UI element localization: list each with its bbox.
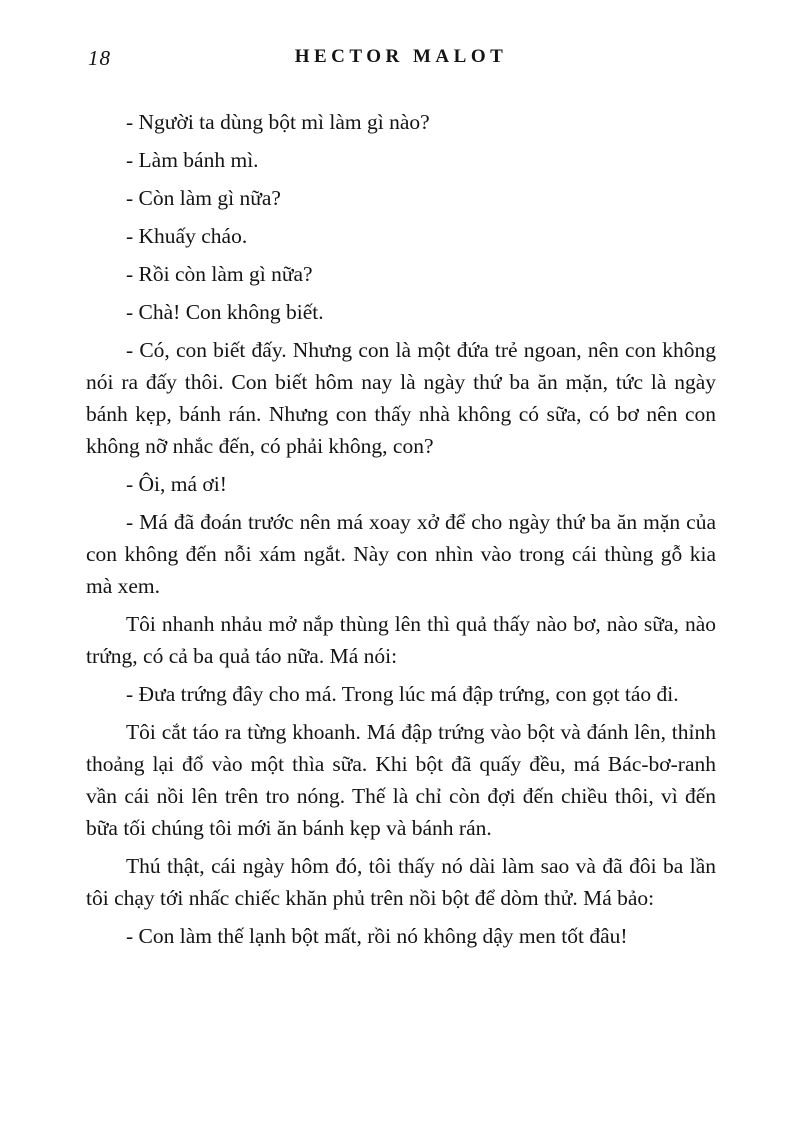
paragraph: - Rồi còn làm gì nữa?: [126, 262, 313, 286]
page-number: 18: [88, 46, 111, 70]
paragraph: - Có, con biết đấy. Nhưng con là một đứa trẻ ngoan, nên con không nói ra đấy thôi. Con biết hôm nay là ngày thứ ba ăn mặn, tức là ngày bánh kẹp, bánh rán. Nhưng con thấy nhà không có sữa, có bơ nên con không nỡ nhắc đến, có phải không, con?: [86, 338, 716, 458]
paragraph: - Ôi, má ơi!: [126, 472, 227, 496]
paragraph: Tôi cắt táo ra từng khoanh. Má đập trứng vào bột và đánh lên, thỉnh thoảng lại đổ vào một thìa sữa. Khi bột đã quấy đều, má Bác-bơ-ranh vần cái nồi lên trên tro nóng. Thế là chỉ còn đợi đến chiều thôi, vì đến bữa tối chúng tôi mới ăn bánh kẹp và bánh rán.: [86, 720, 716, 840]
running-header: HECTOR MALOT: [294, 46, 508, 67]
paragraph: - Chà! Con không biết.: [126, 300, 324, 324]
paragraph: - Làm bánh mì.: [126, 148, 259, 172]
paragraph: - Khuấy cháo.: [126, 224, 248, 248]
paragraph: Thú thật, cái ngày hôm đó, tôi thấy nó dài làm sao và đã đôi ba lần tôi chạy tới nhấc chiếc khăn phủ trên nồi bột để dòm thử. Má bảo:: [86, 854, 716, 910]
page-body: [86, 106, 716, 952]
paragraph: - Người ta dùng bột mì làm gì nào?: [126, 110, 430, 134]
paragraph: Tôi nhanh nhảu mở nắp thùng lên thì quả thấy nào bơ, nào sữa, nào trứng, có cả ba quả táo nữa. Má nói:: [86, 612, 716, 668]
paragraph: - Má đã đoán trước nên má xoay xở để cho ngày thứ ba ăn mặn của con không đến nỗi xám ngắt. Này con nhìn vào trong cái thùng gỗ kia mà xem.: [86, 510, 716, 598]
page-header: [86, 46, 716, 76]
paragraph: - Con làm thế lạnh bột mất, rồi nó không dậy men tốt đâu!: [126, 924, 628, 948]
paragraph: - Còn làm gì nữa?: [126, 186, 281, 210]
paragraph: - Đưa trứng đây cho má. Trong lúc má đập trứng, con gọt táo đi.: [126, 682, 679, 706]
